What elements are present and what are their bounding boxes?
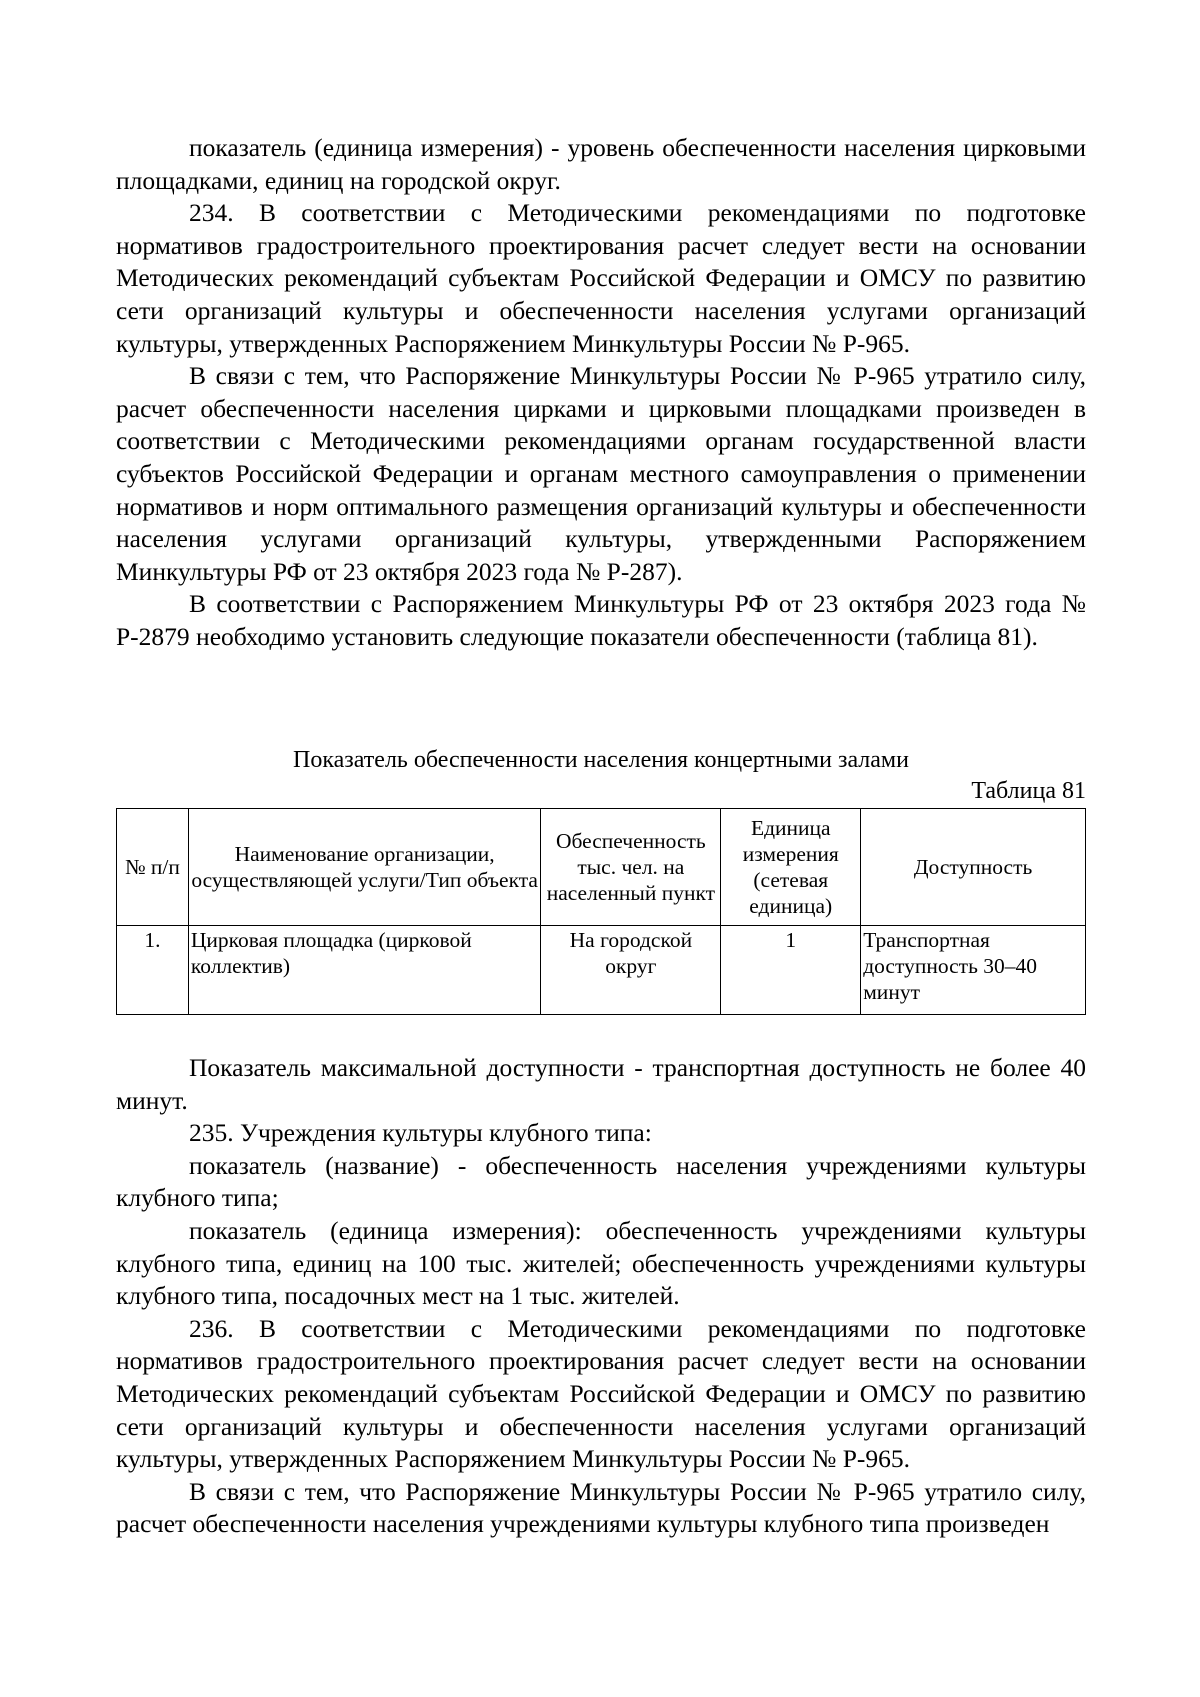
paragraph: 234. В соответствии с Методическими рекомендациями по подготовке нормативов градостроительного проектирования расчет следует вести на основании Методических рекомендаций субъектам Российской Федерации и ОМСУ по развитию сети организаций культуры и обеспеченности населения услугами организаций культуры, утвержденных Распоряжением Минкультуры России № Р-965. bbox=[116, 198, 1086, 358]
paragraph: В связи с тем, что Распоряжение Минкультуры России № Р-965 утратило силу, расчет обеспеченности населения цирками и цирковыми площадками произведен в соответствии с Методическими рекомендациями органам государственной власти субъектов Российской Федерации и органам местного самоуправления о применении нормативов и норм оптимального размещения организаций культуры и обеспеченности населения услугами организаций культуры, утвержденными Распоряжением Минкультуры РФ от 23 октября 2023 года № Р-287). bbox=[116, 361, 1086, 586]
cell-provision: На городской округ bbox=[541, 926, 721, 1015]
table-row bbox=[117, 926, 1086, 1015]
paragraph: показатель (название) - обеспеченность населения учреждениями культуры клубного типа; bbox=[116, 1150, 1086, 1213]
paragraph: 236. В соответствии с Методическими рекомендациями по подготовке нормативов градостроительного проектирования расчет следует вести на основании Методических рекомендаций субъектам Российской Федерации и ОМСУ по развитию сети организаций культуры и обеспеченности населения услугами организаций культуры, утвержденных Распоряжением Минкультуры России № Р-965. bbox=[116, 1313, 1086, 1474]
provision-table bbox=[116, 808, 1086, 1015]
cell-name: Цирковая площадка (цирковой коллектив) bbox=[188, 926, 541, 1015]
header-provision: Обеспеченность тыс. чел. на населенный пункт bbox=[541, 809, 721, 926]
paragraph: показатель (единица измерения): обеспеченность учреждениями культуры клубного типа, единиц на 100 тыс. жителей; обеспеченность учреждениями культуры клубного типа, посадочных мест на 1 тыс. жителей. bbox=[116, 1215, 1086, 1311]
table-caption: Показатель обеспеченности населения концертными залами bbox=[293, 747, 909, 773]
cell-num: 1. bbox=[117, 926, 189, 1015]
paragraph: В соответствии с Распоряжением Минкультуры РФ от 23 октября 2023 года № Р-2879 необходимо установить следующие показатели обеспеченности (таблица 81). bbox=[116, 589, 1086, 651]
header-access: Доступность bbox=[861, 809, 1086, 926]
header-num: № п/п bbox=[117, 809, 189, 926]
header-name: Наименование организации, осуществляющей услуги/Тип объекта bbox=[188, 809, 541, 926]
header-unit: Единица измерения (сетевая единица) bbox=[721, 809, 861, 926]
table-header-row bbox=[117, 809, 1086, 926]
cell-unit: 1 bbox=[721, 926, 861, 1015]
cell-access: Транспортная доступность 30–40 минут bbox=[861, 926, 1086, 1015]
paragraph: показатель (единица измерения) - уровень обеспеченности населения цирковыми площадками, единиц на городской округ. bbox=[116, 133, 1086, 195]
paragraph: В связи с тем, что Распоряжение Минкультуры России № Р-965 утратило силу, расчет обеспеченности населения учреждениями культуры клубного типа произведен bbox=[116, 1476, 1086, 1539]
text-block-bottom bbox=[116, 1052, 1086, 1541]
table-number: Таблица 81 bbox=[971, 778, 1086, 804]
paragraph: Показатель максимальной доступности - транспортная доступность не более 40 минут. bbox=[116, 1053, 1086, 1115]
text-block-top bbox=[116, 132, 1086, 654]
paragraph: 235. Учреждения культуры клубного типа: bbox=[189, 1118, 652, 1148]
